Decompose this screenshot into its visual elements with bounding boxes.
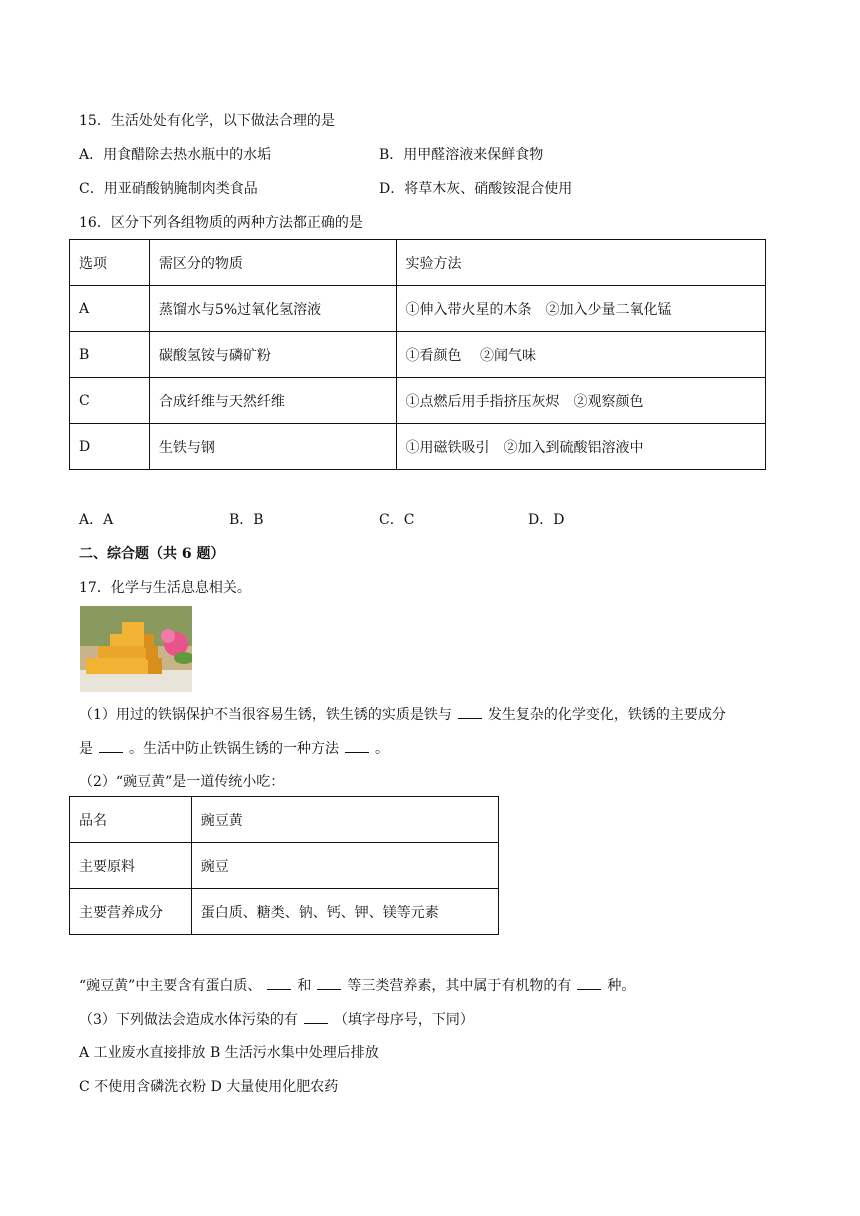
table-row <box>70 797 499 843</box>
answer-blank[interactable] <box>458 704 482 719</box>
table-cell: A <box>70 286 150 332</box>
table-cell: D <box>70 424 150 470</box>
q17-part3-options-2: C 不使用含磷洗衣粉 D 大量使用化肥农药 <box>79 1079 339 1095</box>
answer-blank[interactable] <box>267 975 291 990</box>
table-cell: 蛋白质、糖类、钠、钙、钾、镁等元素 <box>191 889 498 935</box>
answer-blank[interactable] <box>317 975 341 990</box>
table-row <box>70 889 499 935</box>
answer-blank[interactable] <box>99 738 123 753</box>
q17-part1-line1: （1）用过的铁锅保护不当很容易生锈，铁生锈的实质是铁与 发生复杂的化学变化，铁锈的主要成分 <box>79 704 726 725</box>
section-title: 二、综合题（共 6 题） <box>79 546 225 562</box>
table-cell: 碳酸氢铵与磷矿粉 <box>149 332 396 378</box>
q16-stem: 16．区分下列各组物质的两种方法都正确的是 <box>79 215 363 231</box>
table-row <box>70 286 766 332</box>
pea-cake-photo-icon <box>80 606 192 692</box>
table-cell: 主要营养成分 <box>70 889 192 935</box>
q17-part1-line2: 是 。生活中防止铁锅生锈的一种方法 。 <box>79 738 389 759</box>
table-row <box>70 240 766 286</box>
q15-stem: 15．生活处处有化学，以下做法合理的是 <box>79 113 335 129</box>
q16-option-d: D．D <box>528 512 565 528</box>
table-cell: C <box>70 378 150 424</box>
q16-option-c: C．C <box>379 512 415 528</box>
q17-stem: 17．化学与生活息息相关。 <box>79 580 251 596</box>
q15-option-b: B．用甲醛溶液来保鲜食物 <box>379 147 544 163</box>
table-cell: ①用磁铁吸引 ②加入到硫酸铝溶液中 <box>396 424 765 470</box>
table-cell: 合成纤维与天然纤维 <box>149 378 396 424</box>
table-cell: ①伸入带火星的木条 ②加入少量二氧化锰 <box>396 286 765 332</box>
table-header-cell: 选项 <box>70 240 150 286</box>
pea-cake-table <box>69 796 499 935</box>
table-cell: ①看颜色 ②闻气味 <box>396 332 765 378</box>
table-cell: 蒸馏水与5%过氧化氢溶液 <box>149 286 396 332</box>
table-cell: 品名 <box>70 797 192 843</box>
q17-part2-intro: （2）“豌豆黄”是一道传统小吃： <box>79 774 285 790</box>
table-cell: 豌豆黄 <box>191 797 498 843</box>
table-cell: B <box>70 332 150 378</box>
q15-option-c: C．用亚硝酸钠腌制肉类食品 <box>79 181 258 197</box>
q17-part3-options-1: A 工业废水直接排放 B 生活污水集中处理后排放 <box>79 1045 379 1061</box>
q15-option-d: D．将草木灰、硝酸铵混合使用 <box>379 181 573 197</box>
table-cell: ①点燃后用手指挤压灰烬 ②观察颜色 <box>396 378 765 424</box>
q16-option-b: B．B <box>229 512 264 528</box>
table-header-cell: 实验方法 <box>396 240 765 286</box>
q16-option-a: A．A <box>79 512 114 528</box>
table-cell: 生铁与钢 <box>149 424 396 470</box>
table-cell: 豌豆 <box>191 843 498 889</box>
answer-blank[interactable] <box>304 1009 328 1024</box>
table-row <box>70 332 766 378</box>
table-row <box>70 378 766 424</box>
table-row <box>70 843 499 889</box>
table-header-cell: 需区分的物质 <box>149 240 396 286</box>
answer-blank[interactable] <box>577 975 601 990</box>
table-row <box>70 424 766 470</box>
q16-table <box>69 239 766 470</box>
q17-part2-question: “豌豆黄”中主要含有蛋白质、 和 等三类营养素，其中属于有机物的有 种。 <box>79 975 635 996</box>
q15-option-a: A．用食醋除去热水瓶中的水垢 <box>79 147 272 163</box>
table-cell: 主要原料 <box>70 843 192 889</box>
q17-part3-stem: （3）下列做法会造成水体污染的有 （填字母序号，下同） <box>79 1009 474 1030</box>
answer-blank[interactable] <box>345 738 369 753</box>
